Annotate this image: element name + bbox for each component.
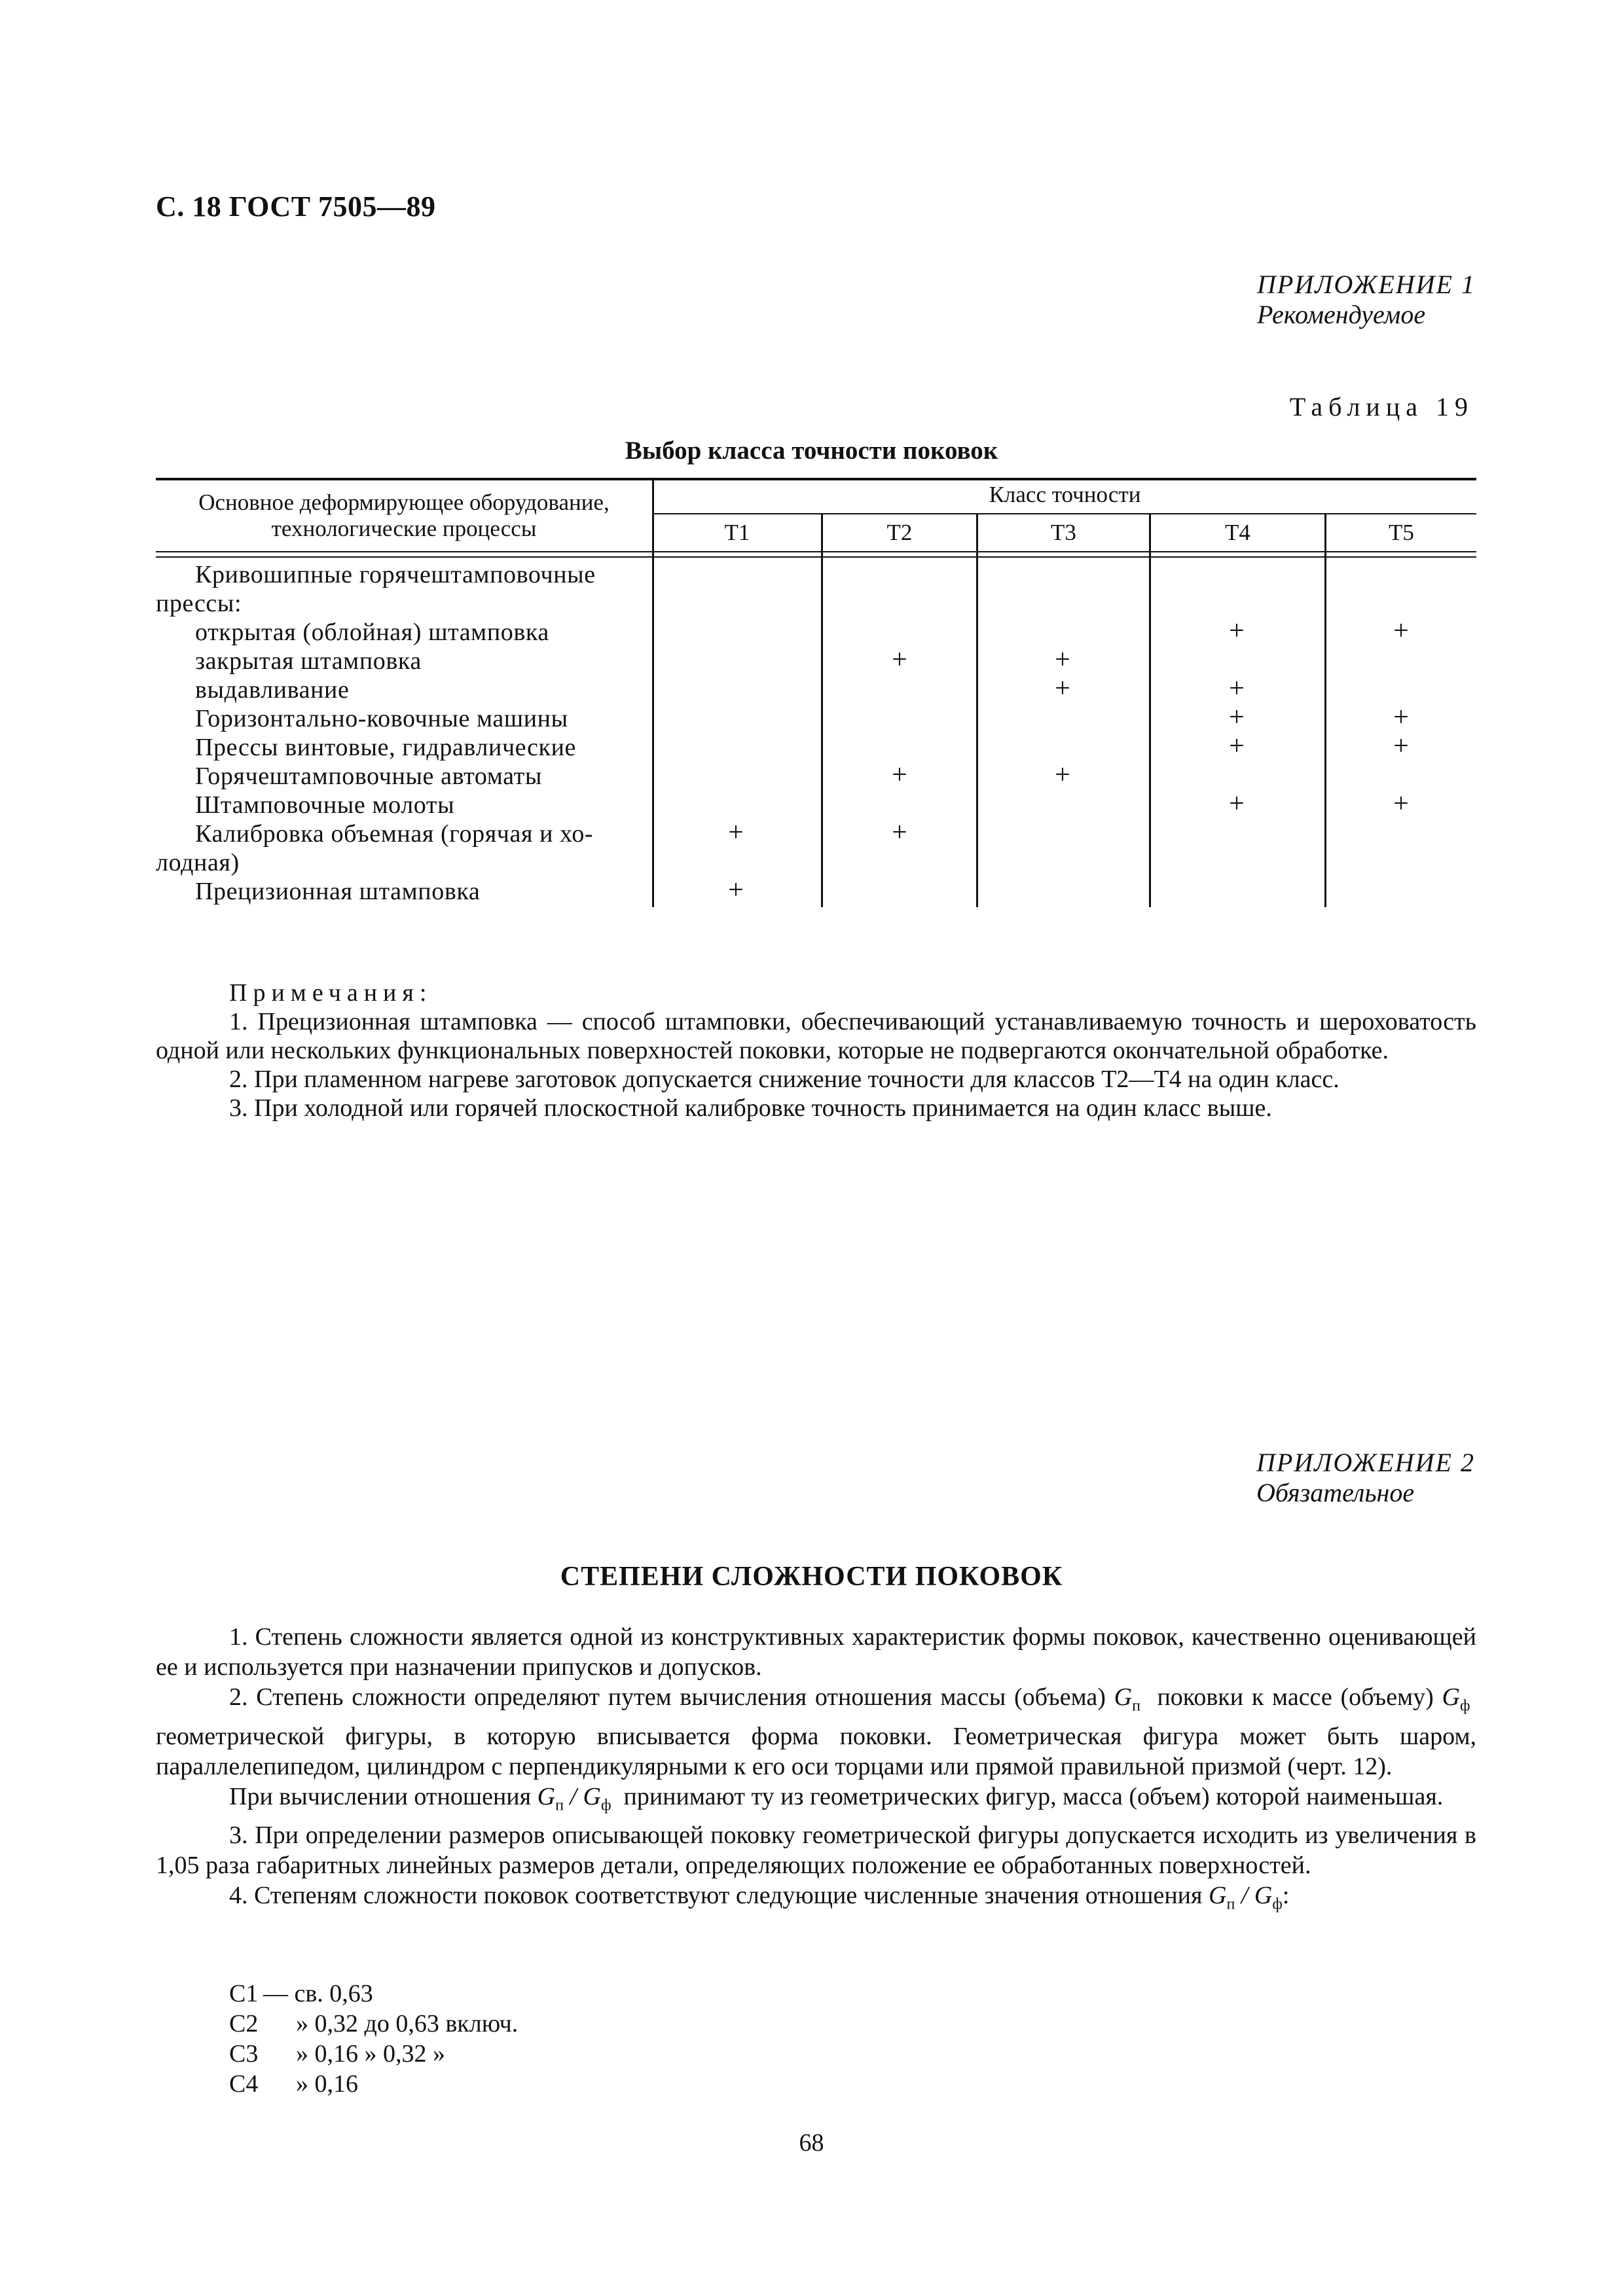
p2-part-b: поковки к массе (объему) — [1157, 1683, 1434, 1711]
section-body — [156, 1622, 1476, 1920]
col-divider-4 — [1149, 514, 1151, 907]
table-mark-т4: + — [1229, 616, 1245, 646]
header-class-t4: Т4 — [1225, 520, 1250, 545]
table-row-label: Прецизионная штамповка — [195, 878, 481, 905]
table-row-label: закрытая штамповка — [195, 647, 422, 675]
page-number: 68 — [799, 2129, 824, 2157]
header-equipment: Основное деформирующее оборудование, технологические процессы — [198, 490, 610, 541]
table-mark-т4: + — [1229, 789, 1245, 819]
table-mark-т2: + — [892, 645, 907, 675]
table-row-label: Калибровка объемная (горячая и хо- — [195, 820, 594, 848]
header-rule-1 — [156, 551, 1476, 552]
col-divider-3 — [976, 514, 978, 907]
table-row-label: Штамповочные молоты — [195, 791, 455, 819]
note-3: 3. При холодной или горячей плоскостной калибровке точность принимается на один класс выше. — [229, 1094, 1272, 1122]
table-mark-т4: + — [1229, 731, 1245, 761]
note-1: 1. Прецизионная штамповка — способ штамповки, обеспечивающий устанавливаемую точность и шероховатость одной или нескольких функциональных поверхностей поковки, которые не подвергаются окончательной обработке. — [156, 1008, 1476, 1064]
appendix-1-title: ПРИЛОЖЕНИЕ 1 — [1257, 270, 1476, 299]
table-mark-т5: + — [1393, 731, 1409, 761]
table-number: Таблица 19 — [1289, 392, 1474, 422]
class-group-rule — [653, 513, 1476, 514]
table-mark-т5: + — [1393, 702, 1409, 732]
p5-text: 4. Степеням сложности поковок соответствуют следующие численные значения отношения — [229, 1882, 1203, 1910]
appendix-2-subtitle: Обязательное — [1256, 1478, 1415, 1507]
table-mark-т1: + — [728, 875, 744, 905]
appendix-1-subtitle: Рекомендуемое — [1257, 300, 1426, 329]
table-top-rule — [156, 478, 1476, 480]
g-f-symbol: $G_ф$ — [1442, 1683, 1470, 1715]
col-divider-2 — [821, 514, 823, 907]
appendix-2-heading — [1256, 1448, 1475, 1508]
accuracy-class-table — [156, 478, 1476, 907]
complexity-range: » 0,16 — [296, 2070, 358, 2098]
col-divider-5 — [1324, 514, 1326, 907]
table-row-label: Горячештамповочные автоматы — [195, 762, 542, 790]
appendix-2-title: ПРИЛОЖЕНИЕ 2 — [1256, 1448, 1475, 1477]
paragraph-1: 1. Степень сложности является одной из конструктивных характеристик формы поковок, качественно оценивающей ее и используется при назначении припусков и допусков. — [156, 1623, 1476, 1681]
g-ratio-symbol-2: $G_п / G_ф$ — [1209, 1882, 1283, 1913]
section-title: СТЕПЕНИ СЛОЖНОСТИ ПОКОВОК — [560, 1562, 1063, 1592]
table-row-label: выдавливание — [195, 676, 350, 704]
complexity-range: » 0,16 » 0,32 » — [296, 2040, 445, 2068]
p3-part-b: принимают ту из геометрических фигур, масса (объем) которой наименьшая. — [623, 1782, 1444, 1810]
table-mark-т4: + — [1229, 702, 1245, 732]
header-class-t1: Т1 — [724, 520, 750, 545]
table-mark-т2: + — [892, 760, 907, 790]
table-row-label: Прессы винтовые, гидравлические — [195, 734, 576, 761]
complexity-code: С1 — [229, 1980, 259, 2007]
paragraph-4: 3. При определении размеров описывающей поковку геометрической фигуры допускается исходить из увеличения в 1,05 раза габаритных линейных размеров детали, определяющих положение ее обработанных поверхностей. — [156, 1821, 1476, 1880]
table-mark-т3: + — [1055, 673, 1070, 704]
header-rule-2 — [156, 556, 1476, 558]
paragraph-2 — [156, 1682, 1476, 1782]
complexity-code: С3 — [229, 2040, 259, 2068]
table-row-label: прессы: — [156, 590, 242, 617]
paragraph-3 — [156, 1782, 1476, 1821]
p2-part-a: 2. Степень сложности определяют путем вычисления отношения массы (объема) — [229, 1683, 1106, 1711]
table-row-label: открытая (облойная) штамповка — [195, 619, 549, 646]
table-row-label: Кривошипные горячештамповочные — [195, 561, 596, 588]
notes-heading: Примечания: — [229, 979, 433, 1007]
table-mark-т4: + — [1229, 673, 1245, 704]
p3-part-a: При вычислении отношения — [229, 1782, 532, 1810]
table-mark-т1: + — [728, 817, 744, 848]
table-mark-т3: + — [1055, 760, 1070, 790]
table-mark-т5: + — [1393, 789, 1409, 819]
table-title: Выбор класса точности поковок — [625, 437, 998, 465]
appendix-1-heading — [1257, 270, 1476, 330]
complexity-code: С4 — [229, 2070, 259, 2098]
table-mark-т3: + — [1055, 645, 1070, 675]
header-class-t5: Т5 — [1389, 520, 1414, 545]
table-mark-т5: + — [1393, 616, 1409, 646]
table-row-label: лодная) — [156, 849, 240, 876]
g-ratio-symbol: $G_п / G_ф$ — [537, 1782, 611, 1814]
table-row-label: Горизонтально-ковочные машины — [195, 705, 568, 732]
header-class-group: Класс точности — [989, 482, 1141, 507]
p2-part-c: геометрической фигуры, в которую вписывается форма поковки. Геометрическая фигура может быть шаром, параллелепипедом, цилиндром с перпендикулярными к его оси торцами или прямой правильной призмой (черт. 12). — [156, 1722, 1476, 1780]
paragraph-5: 4. Степеням сложности поковок соответствуют следующие численные значения отношения $G_п / G_ф$: — [229, 1882, 1290, 1913]
notes — [156, 978, 1476, 1122]
header-class-t2: Т2 — [886, 520, 913, 545]
table-mark-т2: + — [892, 817, 907, 848]
g-p-symbol: $G_п$ — [1114, 1683, 1140, 1715]
note-2: 2. При пламенном нагреве заготовок допускается снижение точности для классов Т2—Т4 на один класс. — [229, 1066, 1340, 1093]
header-class-t3: Т3 — [1051, 520, 1076, 545]
complexity-code: С2 — [229, 2010, 259, 2037]
complexity-range: — св. 0,63 — [263, 1980, 373, 2007]
page-header: С. 18 ГОСТ 7505—89 — [156, 190, 436, 223]
complexity-range: » 0,32 до 0,63 включ. — [296, 2010, 519, 2037]
